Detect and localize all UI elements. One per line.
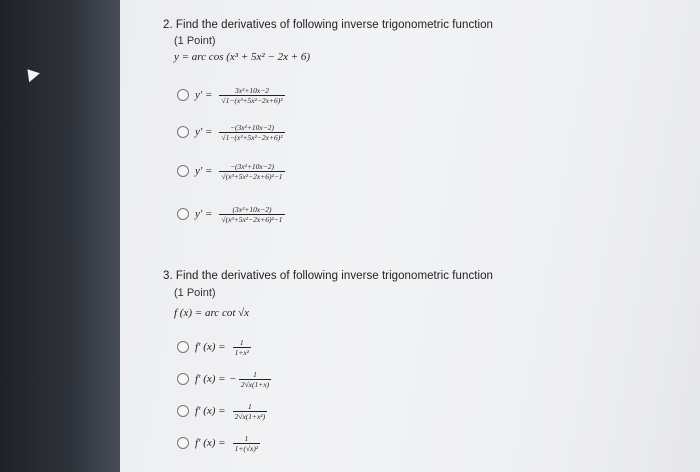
monitor-bezel [0,0,120,472]
option-sign: − [229,373,236,385]
radio-button[interactable] [177,341,189,353]
question-3-title: 3. Find the derivatives of following inverse trigonometric function [163,270,493,282]
radio-button[interactable] [177,373,189,385]
option-numerator: (3x²+10x−2) [232,204,272,214]
option-denominator: 1+(√x)² [234,443,259,453]
option-fraction [233,338,251,357]
radio-button[interactable] [177,89,189,101]
question-3-option-4[interactable] [177,428,260,458]
option-fraction [219,205,284,224]
option-lhs: y′ = [195,126,213,138]
option-lhs: y′ = [195,208,213,220]
question-2-option-4[interactable] [177,199,285,229]
option-fraction [219,123,284,142]
question-3-option-3[interactable] [177,396,267,426]
option-denominator: √(x³+5x²−2x+6)²−1 [221,171,283,181]
radio-button[interactable] [177,405,189,417]
option-lhs: f′ (x) = [195,341,226,353]
option-denominator: √1−(x³+5x²−2x+6)² [221,132,283,142]
question-2-points: (1 Point) [174,35,216,47]
option-fraction [233,402,268,421]
option-fraction [239,370,271,389]
option-lhs: f′ (x) = [195,373,226,385]
option-numerator: 3x²+10x−2 [235,85,270,95]
question-2-function: y = arc cos (x³ + 5x² − 2x + 6) [174,51,311,63]
option-denominator: √(x³+5x²−2x+6)²−1 [221,214,283,224]
option-numerator: 1 [239,337,244,347]
option-denominator: 2√x(1+x²) [234,411,266,421]
option-fraction [219,162,284,181]
question-3-points: (1 Point) [174,287,216,299]
question-2-title: 2. Find the derivatives of following inverse trigonometric function [163,19,493,31]
question-3-option-2[interactable] [177,364,271,394]
question-2-option-3[interactable] [177,156,285,186]
radio-button[interactable] [177,437,189,449]
question-2-option-2[interactable] [177,117,285,147]
option-numerator: 1 [244,433,249,443]
option-numerator: 1 [253,369,257,379]
option-denominator: √1−(x³+5x²−2x+6)² [221,95,283,105]
radio-button[interactable] [177,126,189,138]
option-denominator: 1+x² [234,347,249,357]
option-lhs: y′ = [195,165,213,177]
option-numerator: 1 [248,401,252,411]
option-lhs: y′ = [195,89,213,101]
radio-button[interactable] [177,208,189,220]
option-fraction [219,86,284,105]
question-3-function: f (x) = arc cot √x [174,307,250,319]
question-3-option-1[interactable] [177,332,251,362]
option-lhs: f′ (x) = [195,405,226,417]
option-lhs: f′ (x) = [195,437,226,449]
option-numerator: −(3x²+10x−2) [229,161,275,171]
question-2-option-1[interactable] [177,80,285,110]
radio-button[interactable] [177,165,189,177]
quiz-screen [120,0,700,472]
option-fraction [233,434,261,453]
option-numerator: −(3x²+10x−2) [229,122,275,132]
option-denominator: 2√x(1+x) [240,379,270,389]
